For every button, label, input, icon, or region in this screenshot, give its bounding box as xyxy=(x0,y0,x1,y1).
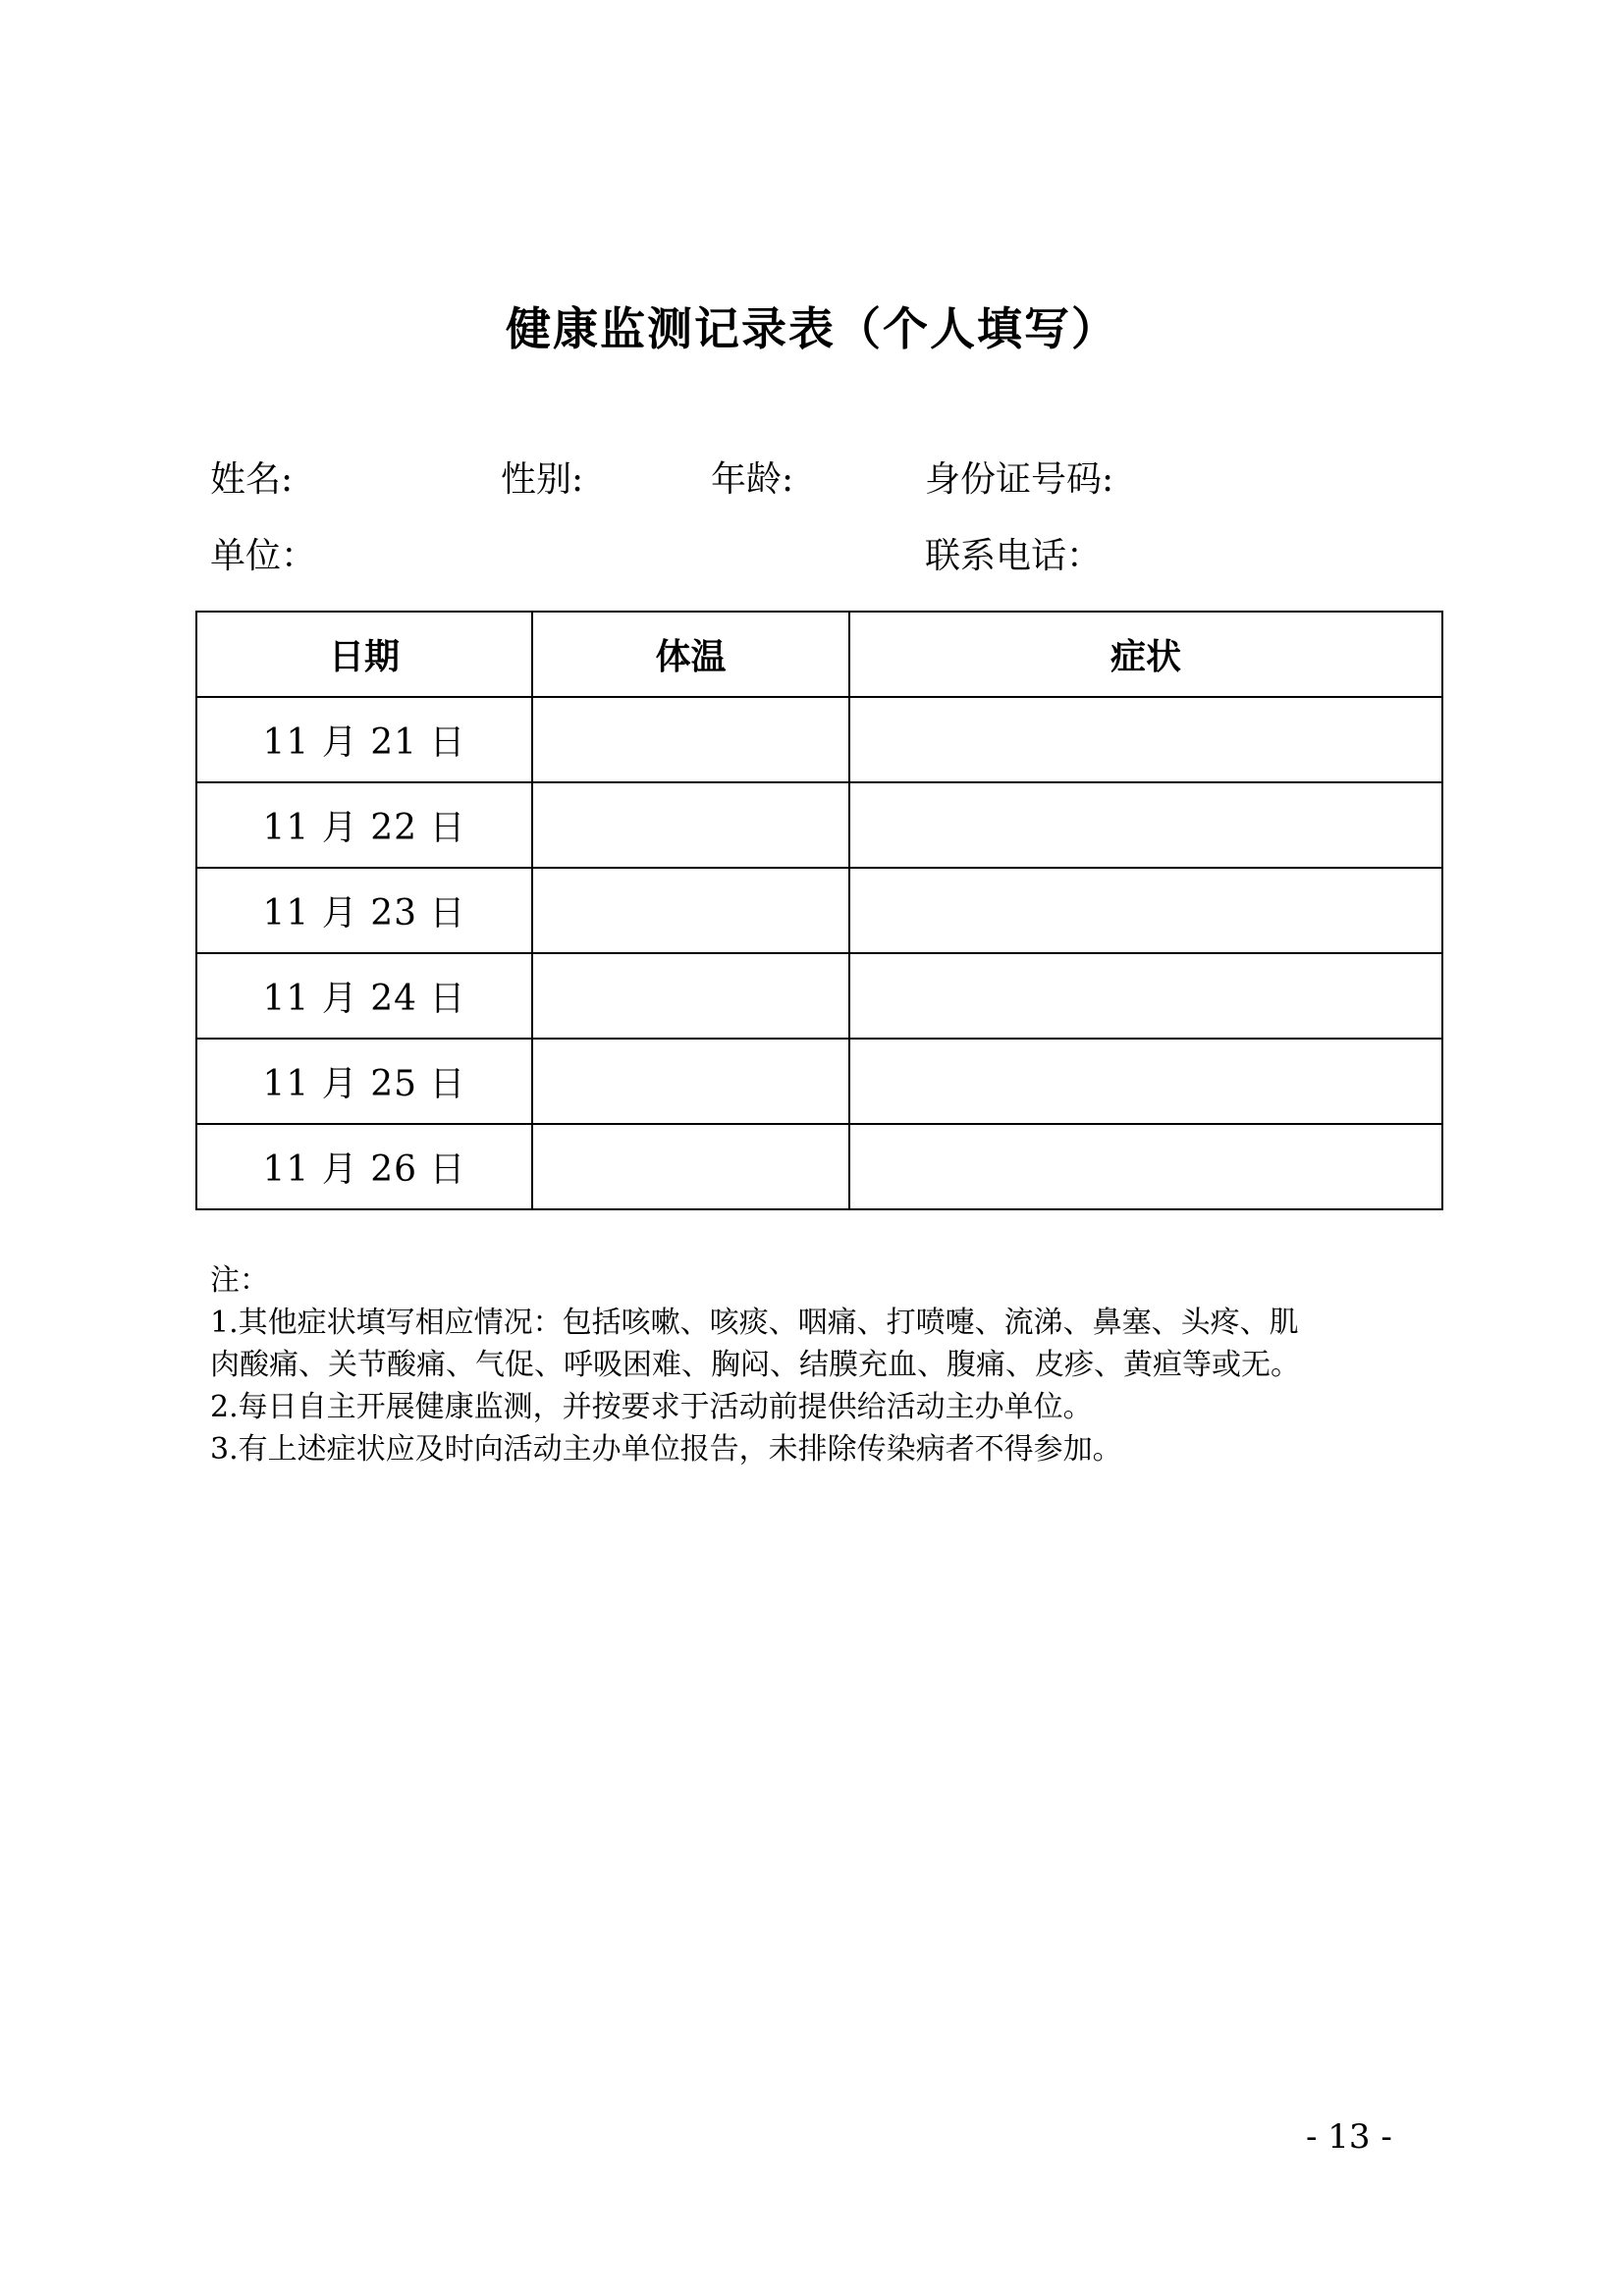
table-header-row xyxy=(196,612,1442,697)
note-line: 2.每日自主开展健康监测，并按要求于活动前提供给活动主办单位。 xyxy=(210,1390,1093,1424)
date-cell: 11 月 21 日 xyxy=(196,697,532,782)
table-row xyxy=(196,697,1442,782)
document-title: 健康监测记录表（个人填写） xyxy=(506,302,1118,355)
column-header-temperature: 体温 xyxy=(532,612,849,697)
date-cell: 11 月 22 日 xyxy=(196,782,532,868)
phone-label: 联系电话： xyxy=(925,536,1103,576)
date-cell: 11 月 26 日 xyxy=(196,1124,532,1209)
temperature-cell[interactable] xyxy=(532,697,849,782)
health-record-table xyxy=(195,611,1443,1210)
date-cell: 11 月 23 日 xyxy=(196,868,532,953)
symptoms-cell[interactable] xyxy=(849,782,1442,868)
symptoms-cell[interactable] xyxy=(849,868,1442,953)
gender-label: 性别: xyxy=(501,459,584,500)
table-row xyxy=(196,953,1442,1039)
table-row xyxy=(196,782,1442,868)
notes-section xyxy=(210,1259,1447,1470)
unit-label: 单位： xyxy=(210,536,317,576)
temperature-cell[interactable] xyxy=(532,953,849,1039)
symptoms-cell[interactable] xyxy=(849,697,1442,782)
age-label: 年龄: xyxy=(711,459,794,500)
page-number: - 13 - xyxy=(1306,2117,1392,2157)
symptoms-cell[interactable] xyxy=(849,1039,1442,1124)
column-header-symptoms: 症状 xyxy=(849,612,1442,697)
note-line: 1.其他症状填写相应情况：包括咳嗽、咳痰、咽痛、打喷嚏、流涕、鼻塞、头疼、肌 xyxy=(210,1306,1299,1340)
table-row xyxy=(196,1039,1442,1124)
id-number-label: 身份证号码: xyxy=(925,459,1114,500)
name-label: 姓名: xyxy=(210,459,294,500)
temperature-cell[interactable] xyxy=(532,1124,849,1209)
note-line: 3.有上述症状应及时向活动主办单位报告，未排除传染病者不得参加。 xyxy=(210,1432,1122,1467)
symptoms-cell[interactable] xyxy=(849,1124,1442,1209)
symptoms-cell[interactable] xyxy=(849,953,1442,1039)
temperature-cell[interactable] xyxy=(532,1039,849,1124)
temperature-cell[interactable] xyxy=(532,782,849,868)
column-header-date: 日期 xyxy=(196,612,532,697)
notes-heading: 注： xyxy=(210,1263,269,1298)
note-line: 肉酸痛、关节酸痛、气促、呼吸困难、胸闷、结膜充血、腹痛、皮疹、黄疸等或无。 xyxy=(210,1348,1300,1382)
table-row xyxy=(196,1124,1442,1209)
date-cell: 11 月 25 日 xyxy=(196,1039,532,1124)
date-cell: 11 月 24 日 xyxy=(196,953,532,1039)
temperature-cell[interactable] xyxy=(532,868,849,953)
table-row xyxy=(196,868,1442,953)
